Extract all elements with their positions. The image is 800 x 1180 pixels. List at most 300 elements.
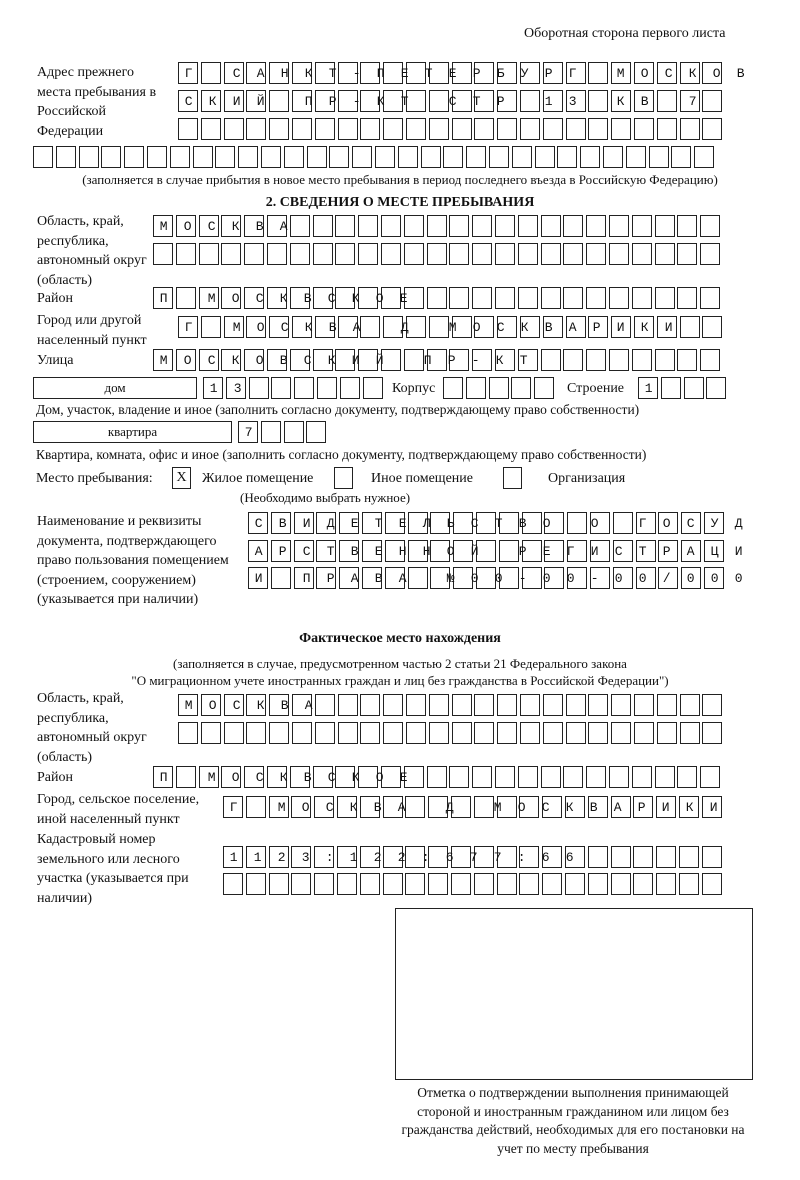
char-cell[interactable] bbox=[246, 316, 266, 338]
char-cell[interactable] bbox=[449, 243, 469, 265]
char-cell[interactable] bbox=[404, 215, 424, 237]
char-cell[interactable] bbox=[451, 846, 471, 868]
char-cell[interactable] bbox=[381, 215, 401, 237]
char-cell[interactable] bbox=[313, 349, 333, 371]
char-cell[interactable] bbox=[406, 90, 426, 112]
char-cell[interactable] bbox=[261, 421, 281, 443]
char-cell[interactable] bbox=[290, 287, 310, 309]
char-cell[interactable] bbox=[567, 512, 587, 534]
char-cell[interactable] bbox=[290, 215, 310, 237]
char-cell[interactable] bbox=[702, 316, 722, 338]
char-cell[interactable] bbox=[613, 567, 633, 589]
char-cell[interactable] bbox=[313, 766, 333, 788]
char-cell[interactable] bbox=[153, 287, 173, 309]
actual-region-row-1[interactable] bbox=[178, 694, 761, 718]
char-cell[interactable] bbox=[702, 62, 722, 84]
char-cell[interactable] bbox=[452, 62, 472, 84]
checkbox-organization[interactable] bbox=[503, 467, 522, 489]
char-cell[interactable] bbox=[339, 540, 359, 562]
char-cell[interactable] bbox=[404, 243, 424, 265]
char-cell[interactable] bbox=[383, 796, 403, 818]
char-cell[interactable] bbox=[383, 873, 403, 895]
char-cell[interactable] bbox=[271, 377, 291, 399]
char-cell[interactable] bbox=[199, 349, 219, 371]
char-cell[interactable] bbox=[153, 215, 173, 237]
document-row-2[interactable] bbox=[248, 540, 759, 564]
char-cell[interactable] bbox=[314, 796, 334, 818]
char-cell[interactable] bbox=[681, 567, 701, 589]
char-cell[interactable] bbox=[335, 349, 355, 371]
char-cell[interactable] bbox=[586, 349, 606, 371]
char-cell[interactable] bbox=[449, 287, 469, 309]
char-cell[interactable] bbox=[680, 316, 700, 338]
char-cell[interactable] bbox=[215, 146, 235, 168]
char-cell[interactable] bbox=[658, 540, 678, 562]
char-cell[interactable] bbox=[338, 62, 358, 84]
char-cell[interactable] bbox=[201, 90, 221, 112]
char-cell[interactable] bbox=[472, 287, 492, 309]
char-cell[interactable] bbox=[565, 846, 585, 868]
char-cell[interactable] bbox=[476, 567, 496, 589]
char-cell[interactable] bbox=[267, 215, 287, 237]
char-cell[interactable] bbox=[339, 567, 359, 589]
char-cell[interactable] bbox=[694, 146, 714, 168]
char-cell[interactable] bbox=[611, 90, 631, 112]
char-cell[interactable] bbox=[495, 349, 515, 371]
char-cell[interactable] bbox=[656, 796, 676, 818]
char-cell[interactable] bbox=[338, 90, 358, 112]
char-cell[interactable] bbox=[291, 873, 311, 895]
previous-address-row-3[interactable] bbox=[178, 118, 725, 142]
char-cell[interactable] bbox=[313, 215, 333, 237]
char-cell[interactable] bbox=[474, 118, 494, 140]
char-cell[interactable] bbox=[315, 694, 335, 716]
char-cell[interactable] bbox=[338, 316, 358, 338]
char-cell[interactable] bbox=[588, 62, 608, 84]
char-cell[interactable] bbox=[269, 316, 289, 338]
char-cell[interactable] bbox=[497, 90, 517, 112]
document-row-3[interactable] bbox=[248, 567, 759, 591]
char-cell[interactable] bbox=[634, 90, 654, 112]
char-cell[interactable] bbox=[655, 243, 675, 265]
char-cell[interactable] bbox=[702, 694, 722, 716]
char-cell[interactable] bbox=[244, 766, 264, 788]
char-cell[interactable] bbox=[474, 316, 494, 338]
char-cell[interactable] bbox=[495, 215, 515, 237]
char-cell[interactable] bbox=[706, 377, 726, 399]
char-cell[interactable] bbox=[633, 796, 653, 818]
house-type-box[interactable]: дом bbox=[33, 377, 197, 399]
char-cell[interactable] bbox=[360, 316, 380, 338]
char-cell[interactable] bbox=[680, 722, 700, 744]
building-row[interactable] bbox=[638, 377, 741, 401]
char-cell[interactable] bbox=[700, 349, 720, 371]
char-cell[interactable] bbox=[702, 846, 722, 868]
char-cell[interactable] bbox=[541, 766, 561, 788]
char-cell[interactable] bbox=[611, 316, 631, 338]
char-cell[interactable] bbox=[677, 243, 697, 265]
char-cell[interactable] bbox=[544, 540, 564, 562]
char-cell[interactable] bbox=[679, 846, 699, 868]
char-cell[interactable] bbox=[246, 118, 266, 140]
char-cell[interactable] bbox=[633, 873, 653, 895]
char-cell[interactable] bbox=[335, 215, 355, 237]
char-cell[interactable] bbox=[176, 766, 196, 788]
char-cell[interactable] bbox=[611, 722, 631, 744]
char-cell[interactable] bbox=[398, 146, 418, 168]
char-cell[interactable] bbox=[201, 118, 221, 140]
char-cell[interactable] bbox=[427, 215, 447, 237]
char-cell[interactable] bbox=[474, 722, 494, 744]
char-cell[interactable] bbox=[223, 873, 243, 895]
char-cell[interactable] bbox=[489, 377, 509, 399]
char-cell[interactable] bbox=[178, 694, 198, 716]
char-cell[interactable] bbox=[541, 243, 561, 265]
char-cell[interactable] bbox=[178, 722, 198, 744]
char-cell[interactable] bbox=[224, 694, 244, 716]
char-cell[interactable] bbox=[246, 846, 266, 868]
char-cell[interactable] bbox=[518, 287, 538, 309]
char-cell[interactable] bbox=[566, 118, 586, 140]
char-cell[interactable] bbox=[590, 567, 610, 589]
char-cell[interactable] bbox=[679, 796, 699, 818]
char-cell[interactable] bbox=[495, 766, 515, 788]
char-cell[interactable] bbox=[427, 287, 447, 309]
char-cell[interactable] bbox=[313, 243, 333, 265]
char-cell[interactable] bbox=[221, 349, 241, 371]
char-cell[interactable] bbox=[383, 316, 403, 338]
char-cell[interactable] bbox=[381, 287, 401, 309]
char-cell[interactable] bbox=[700, 215, 720, 237]
char-cell[interactable] bbox=[566, 62, 586, 84]
char-cell[interactable] bbox=[406, 694, 426, 716]
char-cell[interactable] bbox=[567, 567, 587, 589]
char-cell[interactable] bbox=[497, 118, 517, 140]
char-cell[interactable] bbox=[404, 287, 424, 309]
char-cell[interactable] bbox=[294, 567, 314, 589]
char-cell[interactable] bbox=[338, 722, 358, 744]
char-cell[interactable] bbox=[543, 722, 563, 744]
street-row[interactable] bbox=[153, 349, 760, 373]
char-cell[interactable] bbox=[428, 846, 448, 868]
char-cell[interactable] bbox=[363, 377, 383, 399]
char-cell[interactable] bbox=[244, 287, 264, 309]
char-cell[interactable] bbox=[543, 694, 563, 716]
char-cell[interactable] bbox=[244, 349, 264, 371]
char-cell[interactable] bbox=[429, 118, 449, 140]
char-cell[interactable] bbox=[474, 90, 494, 112]
char-cell[interactable] bbox=[588, 846, 608, 868]
char-cell[interactable] bbox=[534, 377, 554, 399]
char-cell[interactable] bbox=[284, 421, 304, 443]
char-cell[interactable] bbox=[362, 567, 382, 589]
char-cell[interactable] bbox=[291, 796, 311, 818]
char-cell[interactable] bbox=[429, 62, 449, 84]
char-cell[interactable] bbox=[580, 146, 600, 168]
char-cell[interactable] bbox=[636, 567, 656, 589]
char-cell[interactable] bbox=[246, 694, 266, 716]
char-cell[interactable] bbox=[544, 567, 564, 589]
char-cell[interactable] bbox=[497, 722, 517, 744]
char-cell[interactable] bbox=[340, 377, 360, 399]
char-cell[interactable] bbox=[702, 722, 722, 744]
char-cell[interactable] bbox=[317, 377, 337, 399]
char-cell[interactable] bbox=[522, 567, 542, 589]
char-cell[interactable] bbox=[314, 846, 334, 868]
document-row-1[interactable] bbox=[248, 512, 759, 536]
char-cell[interactable] bbox=[178, 62, 198, 84]
char-cell[interactable] bbox=[313, 287, 333, 309]
char-cell[interactable] bbox=[294, 540, 314, 562]
char-cell[interactable] bbox=[226, 377, 246, 399]
char-cell[interactable] bbox=[634, 722, 654, 744]
char-cell[interactable] bbox=[611, 796, 631, 818]
char-cell[interactable] bbox=[385, 512, 405, 534]
char-cell[interactable] bbox=[271, 512, 291, 534]
char-cell[interactable] bbox=[452, 694, 472, 716]
char-cell[interactable] bbox=[586, 243, 606, 265]
char-cell[interactable] bbox=[338, 694, 358, 716]
char-cell[interactable] bbox=[495, 243, 515, 265]
char-cell[interactable] bbox=[269, 722, 289, 744]
char-cell[interactable] bbox=[269, 118, 289, 140]
char-cell[interactable] bbox=[224, 62, 244, 84]
char-cell[interactable] bbox=[543, 62, 563, 84]
char-cell[interactable] bbox=[224, 90, 244, 112]
char-cell[interactable] bbox=[609, 215, 629, 237]
char-cell[interactable] bbox=[405, 796, 425, 818]
char-cell[interactable] bbox=[221, 243, 241, 265]
char-cell[interactable] bbox=[700, 243, 720, 265]
char-cell[interactable] bbox=[634, 694, 654, 716]
char-cell[interactable] bbox=[611, 62, 631, 84]
char-cell[interactable] bbox=[224, 118, 244, 140]
char-cell[interactable] bbox=[566, 694, 586, 716]
char-cell[interactable] bbox=[267, 766, 287, 788]
char-cell[interactable] bbox=[427, 766, 447, 788]
char-cell[interactable] bbox=[636, 540, 656, 562]
char-cell[interactable] bbox=[269, 90, 289, 112]
char-cell[interactable] bbox=[655, 215, 675, 237]
char-cell[interactable] bbox=[337, 846, 357, 868]
char-cell[interactable] bbox=[429, 722, 449, 744]
char-cell[interactable] bbox=[588, 796, 608, 818]
char-cell[interactable] bbox=[677, 215, 697, 237]
char-cell[interactable] bbox=[429, 90, 449, 112]
char-cell[interactable] bbox=[352, 146, 372, 168]
char-cell[interactable] bbox=[153, 243, 173, 265]
char-cell[interactable] bbox=[292, 694, 312, 716]
char-cell[interactable] bbox=[543, 90, 563, 112]
char-cell[interactable] bbox=[404, 349, 424, 371]
char-cell[interactable] bbox=[680, 118, 700, 140]
char-cell[interactable] bbox=[679, 873, 699, 895]
char-cell[interactable] bbox=[565, 796, 585, 818]
char-cell[interactable] bbox=[541, 287, 561, 309]
char-cell[interactable] bbox=[452, 316, 472, 338]
char-cell[interactable] bbox=[316, 567, 336, 589]
char-cell[interactable] bbox=[430, 567, 450, 589]
char-cell[interactable] bbox=[429, 316, 449, 338]
char-cell[interactable] bbox=[335, 287, 355, 309]
char-cell[interactable] bbox=[291, 846, 311, 868]
char-cell[interactable] bbox=[238, 421, 258, 443]
char-cell[interactable] bbox=[223, 796, 243, 818]
char-cell[interactable] bbox=[632, 243, 652, 265]
char-cell[interactable] bbox=[649, 146, 669, 168]
char-cell[interactable] bbox=[358, 349, 378, 371]
char-cell[interactable] bbox=[497, 694, 517, 716]
char-cell[interactable] bbox=[339, 512, 359, 534]
char-cell[interactable] bbox=[290, 766, 310, 788]
char-cell[interactable] bbox=[443, 146, 463, 168]
char-cell[interactable] bbox=[292, 316, 312, 338]
char-cell[interactable] bbox=[655, 766, 675, 788]
char-cell[interactable] bbox=[335, 766, 355, 788]
char-cell[interactable] bbox=[497, 846, 517, 868]
char-cell[interactable] bbox=[519, 796, 539, 818]
char-cell[interactable] bbox=[520, 316, 540, 338]
char-cell[interactable] bbox=[337, 873, 357, 895]
char-cell[interactable] bbox=[657, 316, 677, 338]
char-cell[interactable] bbox=[269, 796, 289, 818]
char-cell[interactable] bbox=[383, 118, 403, 140]
char-cell[interactable] bbox=[248, 512, 268, 534]
char-cell[interactable] bbox=[33, 146, 53, 168]
char-cell[interactable] bbox=[383, 62, 403, 84]
char-cell[interactable] bbox=[566, 722, 586, 744]
char-cell[interactable] bbox=[472, 766, 492, 788]
char-cell[interactable] bbox=[406, 118, 426, 140]
char-cell[interactable] bbox=[358, 215, 378, 237]
char-cell[interactable] bbox=[430, 512, 450, 534]
char-cell[interactable] bbox=[638, 377, 658, 399]
char-cell[interactable] bbox=[677, 287, 697, 309]
char-cell[interactable] bbox=[199, 243, 219, 265]
char-cell[interactable] bbox=[170, 146, 190, 168]
char-cell[interactable] bbox=[586, 287, 606, 309]
char-cell[interactable] bbox=[428, 873, 448, 895]
char-cell[interactable] bbox=[453, 567, 473, 589]
char-cell[interactable] bbox=[452, 118, 472, 140]
char-cell[interactable] bbox=[290, 243, 310, 265]
char-cell[interactable] bbox=[566, 316, 586, 338]
char-cell[interactable] bbox=[474, 62, 494, 84]
char-cell[interactable] bbox=[588, 694, 608, 716]
char-cell[interactable] bbox=[224, 316, 244, 338]
char-cell[interactable] bbox=[178, 118, 198, 140]
char-cell[interactable] bbox=[541, 215, 561, 237]
char-cell[interactable] bbox=[427, 349, 447, 371]
char-cell[interactable] bbox=[677, 766, 697, 788]
char-cell[interactable] bbox=[101, 146, 121, 168]
char-cell[interactable] bbox=[632, 349, 652, 371]
checkbox-residential[interactable]: Х bbox=[172, 467, 191, 489]
char-cell[interactable] bbox=[700, 287, 720, 309]
char-cell[interactable] bbox=[56, 146, 76, 168]
char-cell[interactable] bbox=[543, 118, 563, 140]
char-cell[interactable] bbox=[405, 873, 425, 895]
apartment-number-row[interactable] bbox=[238, 421, 341, 445]
char-cell[interactable] bbox=[657, 722, 677, 744]
char-cell[interactable] bbox=[449, 215, 469, 237]
char-cell[interactable] bbox=[677, 349, 697, 371]
char-cell[interactable] bbox=[406, 62, 426, 84]
char-cell[interactable] bbox=[542, 796, 562, 818]
char-cell[interactable] bbox=[221, 766, 241, 788]
char-cell[interactable] bbox=[360, 694, 380, 716]
char-cell[interactable] bbox=[474, 694, 494, 716]
char-cell[interactable] bbox=[224, 722, 244, 744]
char-cell[interactable] bbox=[153, 766, 173, 788]
char-cell[interactable] bbox=[474, 846, 494, 868]
char-cell[interactable] bbox=[566, 90, 586, 112]
char-cell[interactable] bbox=[497, 62, 517, 84]
char-cell[interactable] bbox=[338, 118, 358, 140]
char-cell[interactable] bbox=[671, 146, 691, 168]
char-cell[interactable] bbox=[702, 90, 722, 112]
char-cell[interactable] bbox=[495, 287, 515, 309]
district-row[interactable] bbox=[153, 287, 760, 311]
char-cell[interactable] bbox=[452, 90, 472, 112]
char-cell[interactable] bbox=[421, 146, 441, 168]
char-cell[interactable] bbox=[700, 766, 720, 788]
char-cell[interactable] bbox=[520, 118, 540, 140]
char-cell[interactable] bbox=[358, 287, 378, 309]
char-cell[interactable] bbox=[428, 796, 448, 818]
char-cell[interactable] bbox=[609, 349, 629, 371]
char-cell[interactable] bbox=[632, 766, 652, 788]
char-cell[interactable] bbox=[248, 540, 268, 562]
char-cell[interactable] bbox=[153, 349, 173, 371]
char-cell[interactable] bbox=[290, 349, 310, 371]
char-cell[interactable] bbox=[681, 540, 701, 562]
char-cell[interactable] bbox=[178, 90, 198, 112]
char-cell[interactable] bbox=[315, 62, 335, 84]
char-cell[interactable] bbox=[518, 215, 538, 237]
char-cell[interactable] bbox=[221, 287, 241, 309]
char-cell[interactable] bbox=[632, 215, 652, 237]
char-cell[interactable] bbox=[284, 146, 304, 168]
char-cell[interactable] bbox=[472, 243, 492, 265]
char-cell[interactable] bbox=[657, 118, 677, 140]
char-cell[interactable] bbox=[404, 766, 424, 788]
char-cell[interactable] bbox=[518, 349, 538, 371]
char-cell[interactable] bbox=[661, 377, 681, 399]
char-cell[interactable] bbox=[542, 873, 562, 895]
char-cell[interactable] bbox=[314, 873, 334, 895]
char-cell[interactable] bbox=[466, 146, 486, 168]
char-cell[interactable] bbox=[681, 512, 701, 534]
char-cell[interactable] bbox=[147, 146, 167, 168]
char-cell[interactable] bbox=[292, 90, 312, 112]
char-cell[interactable] bbox=[657, 90, 677, 112]
char-cell[interactable] bbox=[609, 287, 629, 309]
char-cell[interactable] bbox=[563, 215, 583, 237]
char-cell[interactable] bbox=[176, 243, 196, 265]
char-cell[interactable] bbox=[611, 118, 631, 140]
char-cell[interactable] bbox=[684, 377, 704, 399]
char-cell[interactable] bbox=[590, 540, 610, 562]
cadastre-row-1[interactable] bbox=[223, 846, 758, 870]
actual-city-row[interactable] bbox=[223, 796, 758, 820]
char-cell[interactable] bbox=[588, 722, 608, 744]
char-cell[interactable] bbox=[541, 349, 561, 371]
char-cell[interactable] bbox=[520, 722, 540, 744]
char-cell[interactable] bbox=[406, 722, 426, 744]
char-cell[interactable] bbox=[385, 567, 405, 589]
char-cell[interactable] bbox=[269, 694, 289, 716]
